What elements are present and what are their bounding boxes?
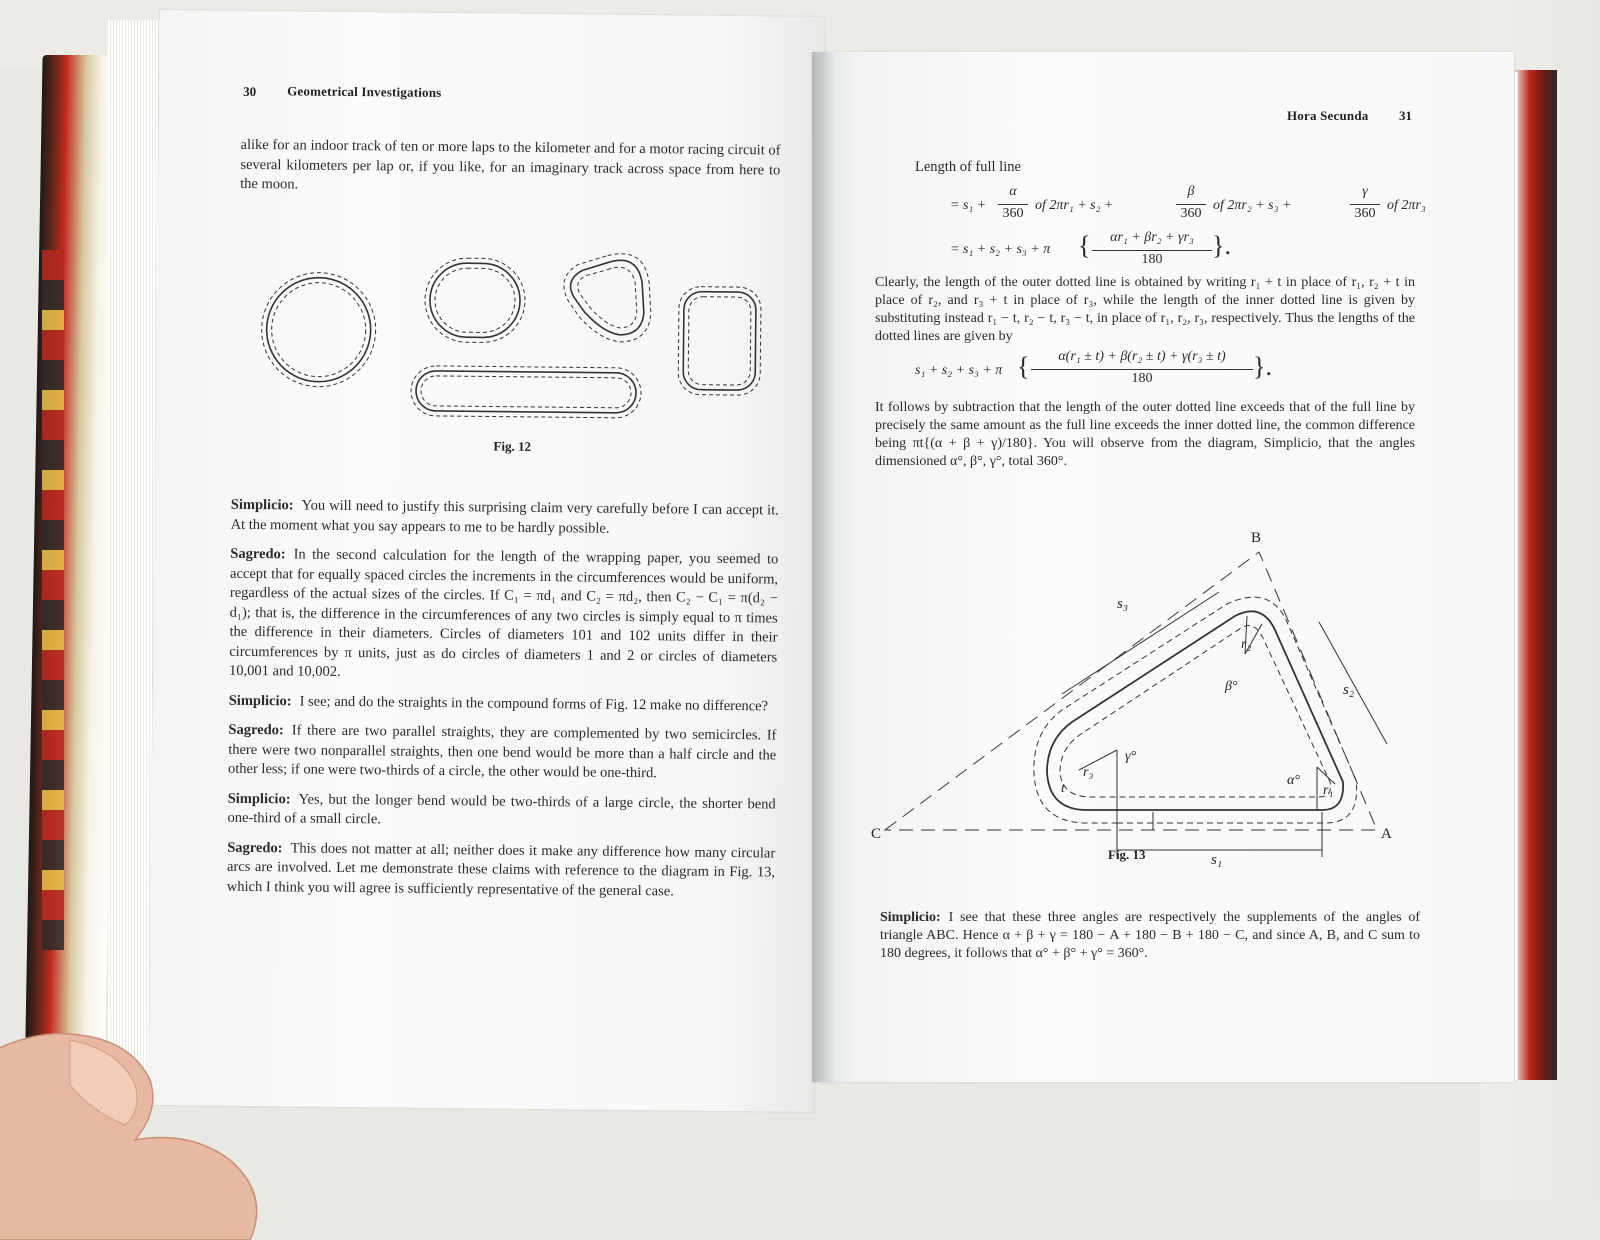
dialogue-text: This does not matter at all; neither does it make any difference how many circular arcs are involved. Let me demonstrate these claims with reference to the diagram in Fig. 13, which I think you will agree is sufficiently representative of the general case. [226, 839, 776, 899]
holding-thumb [0, 1010, 290, 1240]
dialogue-block [227, 496, 779, 913]
speaker-label: Sagredo: [227, 839, 283, 856]
running-head: Geometrical Investigations [287, 83, 442, 100]
label-s2: s₂ [1343, 682, 1355, 698]
label-gamma: γ° [1125, 749, 1137, 764]
running-head: Hora Secunda [1287, 108, 1369, 123]
label-b: B [1251, 530, 1262, 546]
dialogue-text: I see; and do the straights in the compound forms of Fig. 12 make no difference? [299, 693, 769, 714]
oval-track [425, 258, 526, 343]
label-s1: s₁ [1211, 852, 1223, 868]
page-number: 31 [1399, 108, 1412, 123]
speaker-label: Sagredo: [228, 721, 284, 739]
dialogue-paragraph [231, 496, 779, 541]
right-page: Hora Secunda 31 Length of full line = s₁ + α 360 of 2πr₁ + s₂ + β 360 of 2πr₂ + s₃ + γ 360 of 2πr₃ = s₁ + s₂ + s₃ + π { αr₁ + βr₂ + γr₃ 180 }. Clearly, the length of the outer dotted line is obtained by writing r₁ + t in place of r₁, r₂ + t in place of r₂, and r₃ + t in place of r₃, while the length of the inner dotted line is given by substituting instead r₁ − t, r₂ − t, r₃ − t, in place of r₁, r₂, r₃, respectively. Thus the lengths of the dotted lines are given by s₁ + s₂ + s₃ + π { α(r₁ ± t) + β(r₂ ± t) + γ(r₃ ± t) 180 }. It follows by subtraction that the length of the outer dotted line exceeds that of the full line by precisely the same amount as the full line exceeds the inner dotted line, the common difference being πt{(α + β + γ)/180}. You will observe from the diagram, Simplicio, that the angles dimensioned α°, β°, γ°, total 360°. B C A s₁ s₂ s₃ r₁ r₂ r₃ t α° β° γ° Fig. 13 Simplicio: I see that these three angles are respectively the supplements of the angles of triangle ABC. Hence α + β + γ = 180 − A + 180 − B + 180 − C, and since A, B, and C sum to 180 degrees, it follows that α° + β° + γ° = 360°. [812, 52, 1514, 1082]
dialogue-paragraph [229, 691, 777, 716]
teardrop-track [563, 253, 651, 342]
formula-dotted-lines: s₁ + s₂ + s₃ + π { α(r₁ ± t) + β(r₂ ± t) + γ(r₃ ± t) 180 }. [915, 349, 1272, 386]
label-beta: β° [1225, 679, 1238, 694]
speaker-label: Simplicio: [230, 496, 294, 514]
speaker-label: Simplicio: [228, 692, 292, 709]
page-number: 30 [243, 83, 257, 100]
dialogue-text: I see that these three angles are respectively the supplements of the angles of triangle ABC. Hence α + β + γ = 180 − A + 180 − B + 180 − C, and since A, B, and C sum to 180 degrees, it follows that α° + β° + γ° = 360°. [880, 910, 1420, 961]
rounded-rectangle-track [678, 286, 761, 395]
figure-12-caption: Fig. 12 [493, 438, 532, 454]
label-alpha: α° [1287, 773, 1300, 788]
label-r1: r₁ [1323, 783, 1334, 798]
figure-12-tracks [251, 239, 773, 429]
speaker-label: Sagredo: [230, 545, 286, 563]
dialogue-text: In the second calculation for the length of the wrapping paper, you seemed to accept that for equally spaced circles the increments in the circumferences would be uniform, regardless of the actual sizes of the circles. If C₁ = πd₁ and C₂ = πd₂, then C₂ − C₁ = π(d₂ − d₁); that is, the difference in the circumferences of any two circles is simply equal to π times the difference in their diameters. Circles of diameters 101 and 102 units differ in their circumferences by π units, just as do circles of diameters 1 and 2 or circles of diameters 10,001 and 10,002. [229, 546, 779, 680]
label-s3: s₃ [1117, 596, 1129, 612]
dialogue-paragraph [228, 721, 777, 785]
paragraph-common-difference: It follows by subtraction that the length of the outer dotted line exceeds that of the full line by precisely the same amount as the full line exceeds the inner dotted line, the common difference being πt{(α + β + γ)/180}. You will observe from the diagram, Simplicio, that the angles dimensioned α°, β°, γ°, total 360°. [875, 400, 1415, 469]
speaker-label: Simplicio: [227, 790, 291, 807]
speaker-label: Simplicio: [880, 910, 941, 925]
label-r3: r₃ [1083, 765, 1094, 780]
s3-dimension [1062, 592, 1219, 694]
dialogue-paragraph [227, 789, 775, 834]
dialogue-text: If there are two parallel straights, they are complemented by two semicircles. If there were two nonparallel straights, then one bend would be more than a half circle and the other less; if one were two-thirds of a circle, the other would be one-third. [227, 722, 777, 782]
track-outer-dotted [1034, 597, 1357, 823]
dialogue-paragraph [227, 838, 776, 902]
label-t: t [1061, 781, 1065, 796]
book-cover-left-pattern [42, 250, 64, 950]
book-gutter-shadow [812, 52, 836, 1082]
label-r2: r₂ [1241, 637, 1252, 652]
intro-paragraph: alike for an indoor track of ten or more laps to the kilometer and for a motor racing circuit of several kilometers per lap or, if you like, for an imaginary track across space from here to the moon. [240, 136, 781, 193]
formula-full-line-sum: = s₁ + s₂ + s₃ + π { αr₁ + βr₂ + γr₃ 180 }. [950, 230, 1231, 267]
circle-track [261, 272, 376, 387]
label-c: C [871, 826, 882, 842]
track-inner-dotted [1060, 626, 1334, 798]
label-a: A [1381, 826, 1392, 842]
figure-13-caption: Fig. 13 [1108, 847, 1146, 862]
stadium-track [411, 366, 642, 418]
paragraph-dotted-lines: Clearly, the length of the outer dotted line is obtained by writing r₁ + t in place of r₁, r₂ + t in place of r₂, and r₃ + t in place of r₃, while the length of the inner dotted line is given by substituting instead r₁ − t, r₂ − t, r₃ − t, in place of r₁, r₂, r₃, respectively. Thus the lengths of the dotted lines are given by [875, 275, 1415, 344]
formula-heading: Length of full line [915, 159, 1021, 175]
dialogue-text: You will need to justify this surprising claim very carefully before I can accept it. At the moment what you say appears to me to be hardly possible. [230, 497, 779, 537]
left-page [149, 10, 825, 1112]
dialogue-text: Yes, but the longer bend would be two-thirds of a large circle, the shorter bend one-third of a small circle. [227, 790, 776, 828]
closing-paragraph [880, 909, 1420, 963]
dialogue-paragraph [229, 545, 778, 687]
book-cover-right [1512, 70, 1557, 1080]
